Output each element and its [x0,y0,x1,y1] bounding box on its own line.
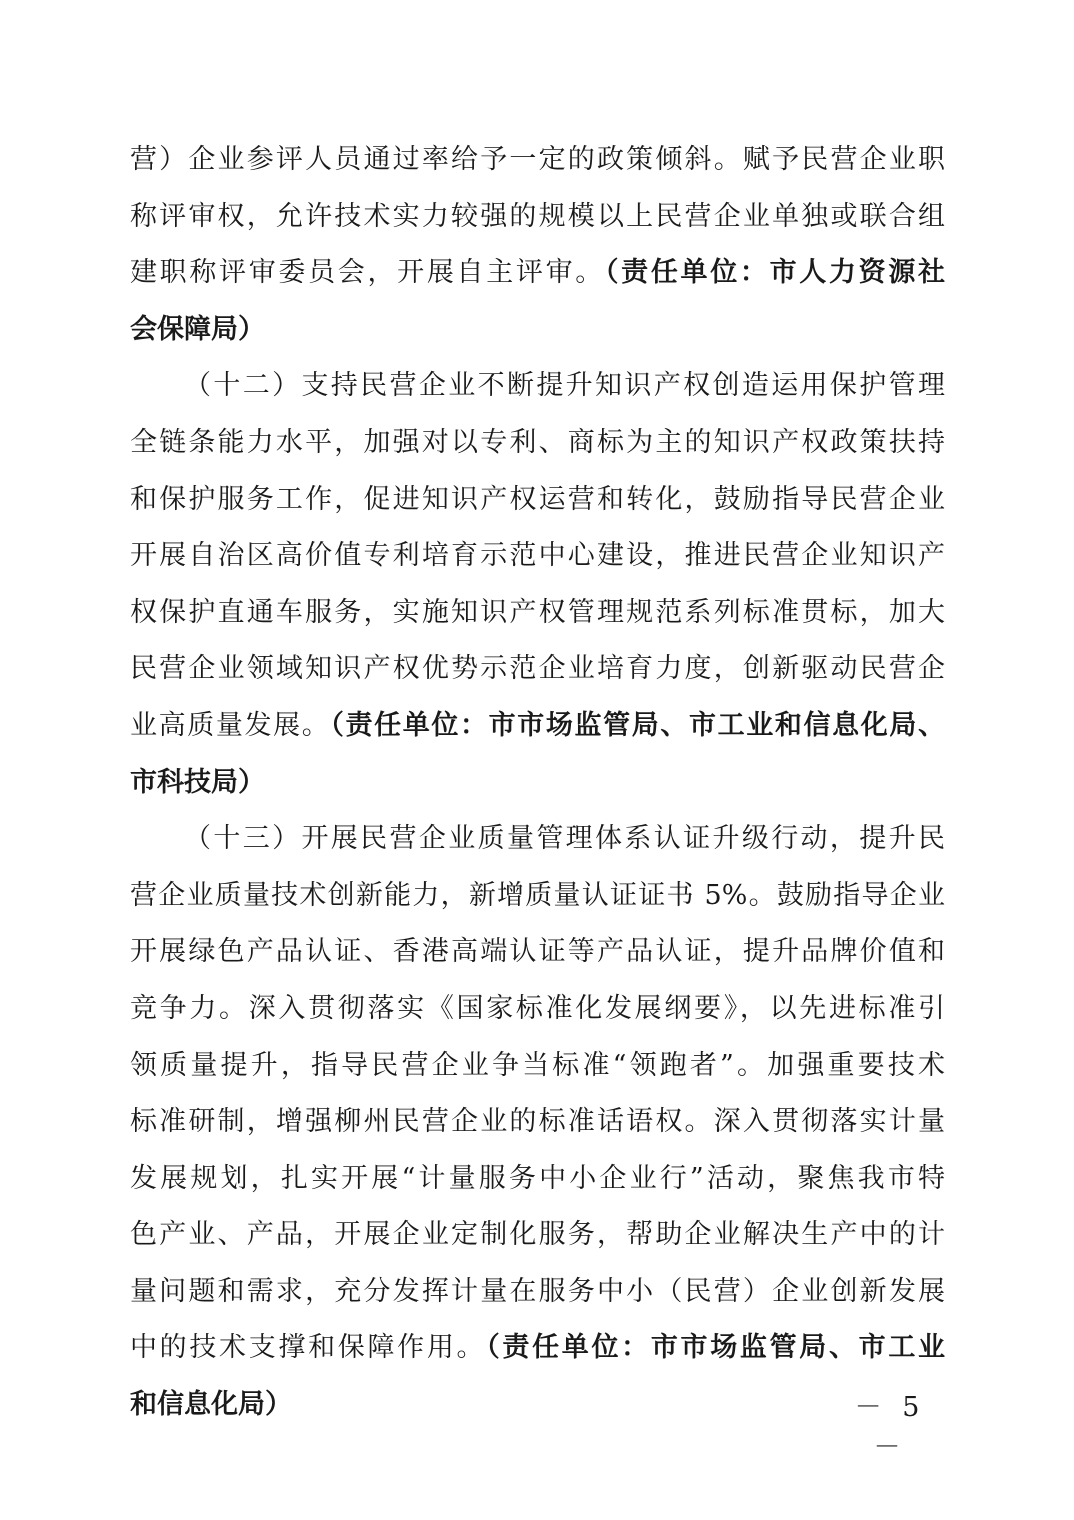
responsible-unit-text: （责任单位：市市场监管局、市工业 [486,1332,946,1364]
text-line [130,811,945,868]
text-line [130,189,945,246]
text-line [130,1151,945,1208]
line-text: 权保护直通车服务，实施知识产权管理规范系列标准贯标，加大 [130,596,945,628]
responsible-unit-text: （责任单位：市人力资源社 [604,257,946,289]
text-line [130,1038,945,1095]
line-text: 和保护服务工作，促进知识产权运营和转化，鼓励指导民营企业 [130,483,945,515]
line-text: 中的技术支撑和保障作用。 [130,1332,487,1364]
line-text: 竞争力。深入贯彻落实《国家标准化发展纲要》，以先进标准引 [130,992,945,1024]
responsible-unit-text: 和信息化局） [130,1389,292,1421]
responsible-unit-text: 会保障局） [130,313,265,345]
text-line [130,132,945,189]
line-text: 色产业、产品，开展企业定制化服务，帮助企业解决生产中的计 [130,1219,945,1251]
line-text: 建职称评审委员会，开展自主评审。 [130,257,605,289]
text-line [130,415,945,472]
text-line [130,641,945,698]
text-line [130,358,945,415]
line-text: 量问题和需求，充分发挥计量在服务中小（民营）企业创新发展 [130,1275,945,1307]
responsible-unit-text: （责任单位：市市场监管局、市工业和信息化局、 [330,709,945,741]
line-text: 称评审权，允许技术实力较强的规模以上民营企业单独或联合组 [130,200,945,232]
text-line [130,1320,945,1377]
line-text: 业高质量发展。 [130,709,331,741]
body-text [130,132,946,1463]
text-line [130,585,945,642]
responsible-unit-text: 市科技局） [130,766,265,798]
text-line [130,868,945,925]
text-line [130,698,945,755]
line-text: （十二）支持民营企业不断提升知识产权创造运用保护管理 [184,370,945,402]
text-line [130,1094,945,1151]
text-line [130,245,945,302]
line-text: （十三）开展民营企业质量管理体系认证升级行动，提升民 [184,823,945,855]
line-text: 发展规划，扎实开展“计量服务中小企业行”活动，聚焦我市特 [130,1162,945,1194]
text-line [130,528,945,585]
text-line [130,981,945,1038]
line-text: 全链条能力水平，加强对以专利、商标为主的知识产权政策扶持 [130,426,945,458]
text-line [130,1264,945,1321]
text-line [130,1377,945,1463]
line-text: 营）企业参评人员通过率给予一定的政策倾斜。赋予民营企业职 [130,144,945,175]
text-line [130,924,945,981]
line-text: 民营企业领域知识产权优势示范企业培育力度，创新驱动民营企 [130,653,945,685]
line-text: 营企业质量技术创新能力，新增质量认证证书 5%。鼓励指导企业 [130,879,945,911]
text-line [130,1207,945,1264]
text-line [130,755,945,812]
line-text: 领质量提升，指导民营企业争当标准“领跑者”。加强重要技术 [130,1049,945,1081]
text-line [130,472,945,529]
line-text: 开展自治区高价值专利培育示范中心建设，推进民营企业知识产 [130,540,945,572]
page-number: － 5 － [854,1392,926,1463]
text-line [130,302,945,359]
line-text: 开展绿色产品认证、香港高端认证等产品认证，提升品牌价值和 [130,936,945,968]
line-text: 标准研制，增强柳州民营企业的标准话语权。深入贯彻落实计量 [130,1106,945,1138]
